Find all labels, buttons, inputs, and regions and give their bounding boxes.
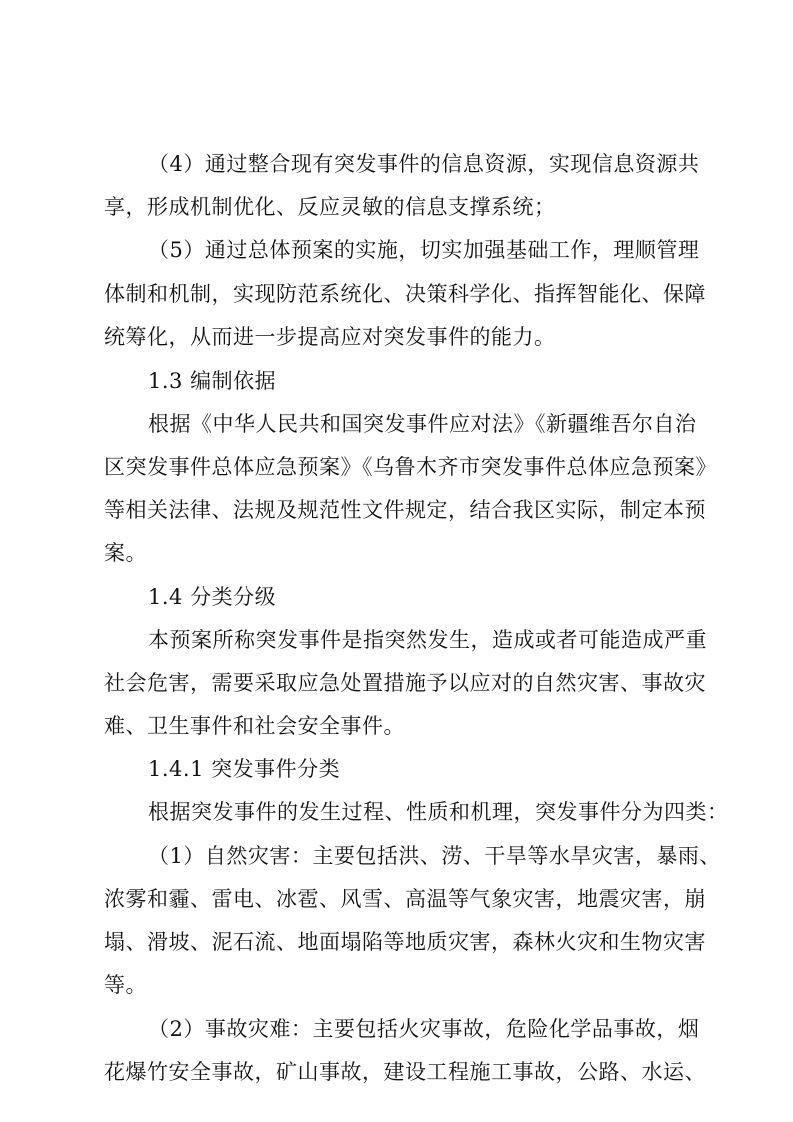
subsection-heading: 1.4.1 突发事件分类 — [148, 757, 341, 781]
text-line: 浓雾和霾、雷电、冰雹、风雪、高温等气象灾害，地震灾害，崩 — [104, 887, 706, 911]
text-line: 塌、滑坡、泥石流、地面塌陷等地质灾害，森林火灾和生物灾害 — [104, 930, 706, 954]
text-line: 案。 — [104, 541, 147, 565]
text-line: 体制和机制，实现防范系统化、决策科学化、指挥智能化、保障 — [104, 282, 706, 306]
text-line: 区突发事件总体应急预案》《乌鲁木齐市突发事件总体应急预案》 — [104, 455, 717, 479]
text-line: （4）通过整合现有突发事件的信息资源，实现信息资源共 — [148, 152, 700, 176]
text-line: 享，形成机制优化、反应灵敏的信息支撑系统； — [104, 195, 556, 219]
text-line: （2）事故灾难：主要包括火灾事故，危险化学品事故，烟 — [148, 1017, 700, 1041]
section-heading: 1.3 编制依据 — [148, 369, 277, 393]
text-line: 统筹化，从而进一步提高应对突发事件的能力。 — [104, 325, 556, 349]
text-line: 等相关法律、法规及规范性文件规定，结合我区实际，制定本预 — [104, 498, 706, 522]
text-line: 等。 — [104, 973, 147, 997]
text-line: 难、卫生事件和社会安全事件。 — [104, 714, 405, 738]
text-line: 花爆竹安全事故，矿山事故，建设工程施工事故，公路、水运、 — [104, 1060, 706, 1084]
text-line: 本预案所称突发事件是指突然发生，造成或者可能造成严重 — [148, 628, 707, 652]
text-line: （1）自然灾害：主要包括洪、涝、干旱等水旱灾害，暴雨、 — [148, 844, 721, 868]
text-line: 根据《中华人民共和国突发事件应对法》《新疆维吾尔自治 — [148, 412, 697, 436]
section-heading: 1.4 分类分级 — [148, 585, 277, 609]
text-line: （5）通过总体预案的实施，切实加强基础工作，理顺管理 — [148, 238, 700, 262]
text-line: 社会危害，需要采取应急处置措施予以应对的自然灾害、事故灾 — [104, 671, 706, 695]
text-line: 根据突发事件的发生过程、性质和机理，突发事件分为四类： — [148, 800, 729, 824]
